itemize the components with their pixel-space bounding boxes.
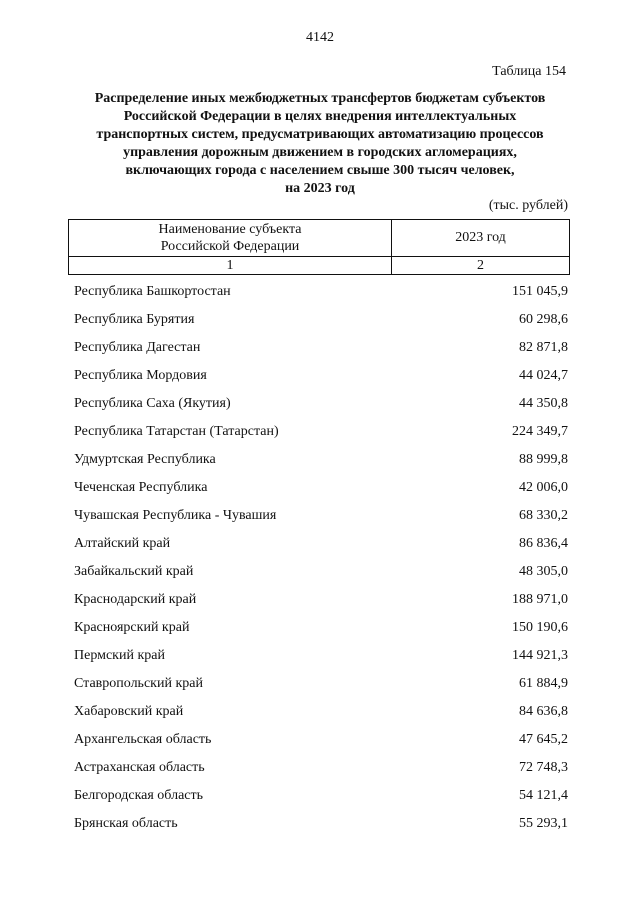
region-name: Удмуртская Республика <box>74 452 216 467</box>
region-name: Забайкальский край <box>74 564 194 579</box>
table-row <box>74 586 568 614</box>
table-label: Таблица 154 <box>492 64 566 79</box>
table-row <box>74 614 568 642</box>
region-value: 68 330,2 <box>519 508 568 523</box>
region-name: Чеченская Республика <box>74 480 208 495</box>
region-value: 82 871,8 <box>519 340 568 355</box>
table-header <box>68 219 570 275</box>
region-name: Брянская область <box>74 816 178 831</box>
title-line: транспортных систем, предусматривающих автоматизацию процессов <box>96 127 544 142</box>
table-row <box>74 446 568 474</box>
region-name: Красноярский край <box>74 620 190 635</box>
region-value: 54 121,4 <box>519 788 568 803</box>
region-value: 44 024,7 <box>519 368 568 383</box>
table-row <box>74 474 568 502</box>
region-value: 84 636,8 <box>519 704 568 719</box>
table-row <box>74 726 568 754</box>
title-line: Российской Федерации в целях внедрения интеллектуальных <box>123 109 517 124</box>
table-row <box>74 278 568 306</box>
region-name: Астраханская область <box>74 760 205 775</box>
region-name: Краснодарский край <box>74 592 197 607</box>
region-name: Алтайский край <box>74 536 171 551</box>
units-label: (тыс. рублей) <box>488 198 568 213</box>
table-row <box>74 418 568 446</box>
title-line: на 2023 год <box>285 181 355 196</box>
region-value: 47 645,2 <box>519 732 568 747</box>
table-row <box>74 362 568 390</box>
table-body <box>74 278 568 838</box>
region-value: 224 349,7 <box>512 424 568 439</box>
region-name: Пермский край <box>74 648 165 663</box>
table-row <box>74 502 568 530</box>
title-line: включающих города с населением свыше 300 тысяч человек, <box>125 163 515 178</box>
region-value: 150 190,6 <box>512 620 568 635</box>
region-name: Ставропольский край <box>74 676 203 691</box>
column-header-name <box>69 220 392 257</box>
region-name: Республика Башкортостан <box>74 284 231 299</box>
region-name: Республика Дагестан <box>74 340 201 355</box>
region-name: Белгородская область <box>74 788 204 803</box>
region-value: 60 298,6 <box>519 312 568 327</box>
region-name: Республика Мордовия <box>74 368 207 383</box>
region-value: 188 971,0 <box>512 592 568 607</box>
column-number-2: 2 <box>392 257 570 275</box>
table-row <box>74 810 568 838</box>
table-row <box>74 698 568 726</box>
table-row <box>74 782 568 810</box>
region-value: 55 293,1 <box>519 816 568 831</box>
title-line: Распределение иных межбюджетных трансфертов бюджетам субъектов <box>94 91 546 106</box>
table-title <box>60 90 580 198</box>
region-value: 86 836,4 <box>519 536 568 551</box>
table-row <box>74 306 568 334</box>
table-row <box>74 530 568 558</box>
table-row <box>74 390 568 418</box>
region-name: Архангельская область <box>74 732 212 747</box>
region-value: 48 305,0 <box>519 564 568 579</box>
title-line: управления дорожным движением в городских агломерациях, <box>123 145 517 160</box>
page-number: 4142 <box>306 30 334 45</box>
table-row <box>74 754 568 782</box>
column-number-1: 1 <box>69 257 392 275</box>
region-value: 42 006,0 <box>519 480 568 495</box>
table-row <box>74 334 568 362</box>
region-name: Хабаровский край <box>74 704 184 719</box>
table-row <box>74 642 568 670</box>
column-header-name-line: Наименование субъекта <box>158 222 302 237</box>
column-header-name-line: Российской Федерации <box>160 239 300 254</box>
region-value: 144 921,3 <box>512 648 568 663</box>
region-value: 61 884,9 <box>519 676 568 691</box>
region-name: Республика Бурятия <box>74 312 195 327</box>
region-value: 72 748,3 <box>519 760 568 775</box>
table-row <box>74 670 568 698</box>
column-header-year: 2023 год <box>392 220 570 257</box>
region-name: Чувашская Республика - Чувашия <box>74 508 277 523</box>
table-row <box>74 558 568 586</box>
region-name: Республика Саха (Якутия) <box>74 396 231 411</box>
region-value: 151 045,9 <box>512 284 568 299</box>
region-name: Республика Татарстан (Татарстан) <box>74 424 279 439</box>
region-value: 44 350,8 <box>519 396 568 411</box>
region-value: 88 999,8 <box>519 452 568 467</box>
